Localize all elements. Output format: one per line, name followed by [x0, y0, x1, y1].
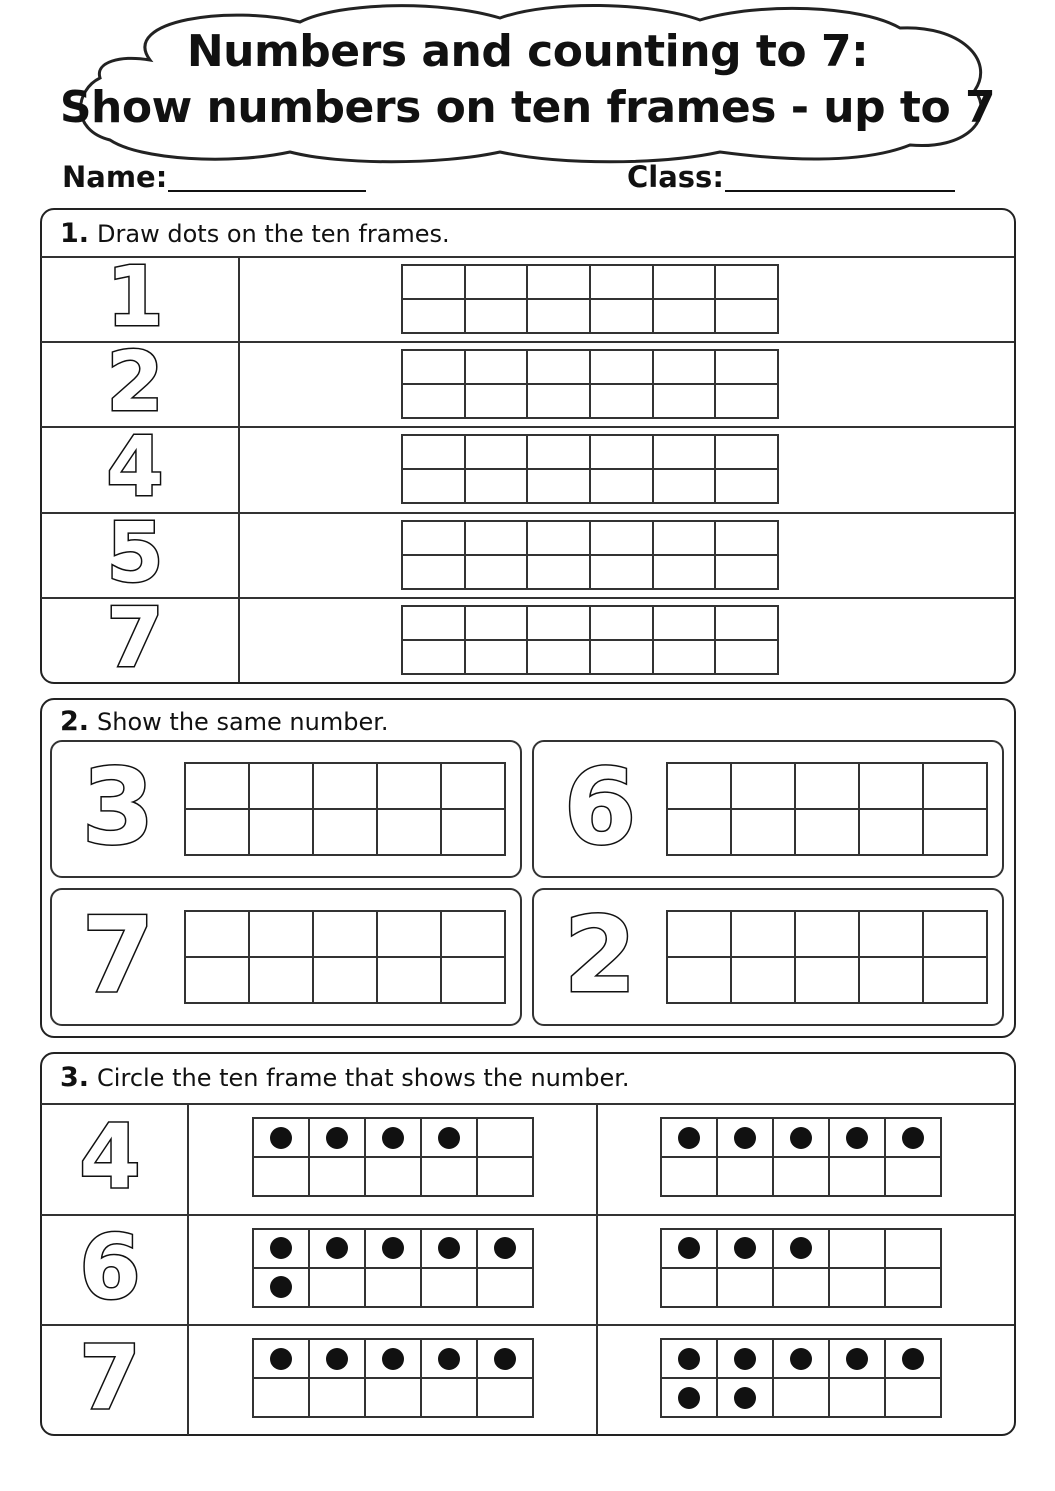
counter-dot — [438, 1348, 460, 1370]
frame-cell[interactable] — [716, 266, 779, 300]
counter-dot — [846, 1348, 868, 1370]
frame-cell[interactable] — [732, 958, 796, 1004]
frame-cell[interactable] — [774, 1340, 830, 1379]
frame-cell[interactable] — [718, 1379, 774, 1418]
frame-cell[interactable] — [314, 810, 378, 856]
frame-cell[interactable] — [654, 470, 717, 504]
section-3-column-divider — [187, 1103, 189, 1435]
frame-cell[interactable] — [591, 385, 654, 419]
frame-cell[interactable] — [466, 266, 529, 300]
section-3-instruction: Circle the ten frame that shows the number. — [97, 1064, 630, 1092]
frame-cell[interactable] — [668, 810, 732, 856]
frame-cell[interactable] — [591, 436, 654, 470]
class-label: Class: — [627, 160, 724, 194]
counter-dot — [438, 1237, 460, 1259]
frame-cell[interactable] — [860, 912, 924, 958]
frame-cell[interactable] — [830, 1379, 886, 1418]
frame-cell[interactable] — [403, 351, 466, 385]
frame-cell[interactable] — [254, 1119, 310, 1158]
option-ten-frame[interactable] — [660, 1117, 942, 1197]
frame-cell[interactable] — [662, 1379, 718, 1418]
frame-cell[interactable] — [466, 607, 529, 641]
frame-cell[interactable] — [718, 1269, 774, 1308]
counter-dot — [734, 1237, 756, 1259]
ten-frame[interactable] — [401, 434, 779, 504]
box-numeral: 6 — [563, 746, 637, 868]
frame-cell[interactable] — [403, 522, 466, 556]
ten-frame[interactable] — [401, 605, 779, 675]
frame-cell[interactable] — [478, 1119, 534, 1158]
frame-cell[interactable] — [716, 607, 779, 641]
frame-cell[interactable] — [186, 764, 250, 810]
frame-cell[interactable] — [591, 607, 654, 641]
section-2-number: 2. — [60, 706, 90, 737]
frame-cell[interactable] — [466, 385, 529, 419]
counter-dot — [678, 1348, 700, 1370]
frame-cell[interactable] — [774, 1119, 830, 1158]
row-numeral: 1 — [106, 250, 164, 345]
ten-frame[interactable] — [184, 910, 506, 1004]
frame-cell[interactable] — [528, 522, 591, 556]
frame-cell[interactable] — [796, 810, 860, 856]
counter-dot — [438, 1127, 460, 1149]
frame-cell[interactable] — [250, 764, 314, 810]
frame-cell[interactable] — [250, 912, 314, 958]
frame-cell[interactable] — [310, 1340, 366, 1379]
frame-cell[interactable] — [662, 1230, 718, 1269]
counter-dot — [734, 1348, 756, 1370]
frame-cell[interactable] — [886, 1269, 942, 1308]
counter-dot — [326, 1348, 348, 1370]
frame-cell[interactable] — [591, 266, 654, 300]
frame-cell[interactable] — [378, 810, 442, 856]
counter-dot — [382, 1237, 404, 1259]
frame-cell[interactable] — [403, 607, 466, 641]
frame-cell[interactable] — [442, 958, 506, 1004]
frame-cell[interactable] — [366, 1119, 422, 1158]
frame-cell[interactable] — [250, 958, 314, 1004]
frame-cell[interactable] — [466, 351, 529, 385]
frame-cell[interactable] — [774, 1158, 830, 1197]
section-1-column-divider — [238, 256, 240, 682]
frame-cell[interactable] — [662, 1269, 718, 1308]
frame-cell[interactable] — [403, 641, 466, 675]
counter-dot — [494, 1237, 516, 1259]
frame-cell[interactable] — [668, 764, 732, 810]
counter-dot — [902, 1348, 924, 1370]
counter-dot — [382, 1127, 404, 1149]
section-3-heading — [60, 1062, 630, 1093]
frame-cell[interactable] — [886, 1379, 942, 1418]
frame-cell[interactable] — [442, 810, 506, 856]
box-numeral: 7 — [81, 894, 155, 1016]
frame-cell[interactable] — [478, 1269, 534, 1308]
frame-cell[interactable] — [716, 300, 779, 334]
frame-cell[interactable] — [654, 266, 717, 300]
frame-cell[interactable] — [250, 810, 314, 856]
frame-cell[interactable] — [466, 522, 529, 556]
frame-cell[interactable] — [422, 1269, 478, 1308]
frame-cell[interactable] — [366, 1269, 422, 1308]
row-numeral: 7 — [79, 1326, 141, 1429]
frame-cell[interactable] — [442, 912, 506, 958]
frame-cell[interactable] — [422, 1379, 478, 1418]
row-numeral: 5 — [106, 505, 164, 601]
section-1-number: 1. — [60, 218, 90, 249]
frame-cell[interactable] — [654, 556, 717, 590]
box-numeral: 3 — [81, 746, 155, 868]
counter-dot — [678, 1237, 700, 1259]
frame-cell[interactable] — [591, 470, 654, 504]
frame-cell[interactable] — [378, 958, 442, 1004]
frame-cell[interactable] — [716, 351, 779, 385]
frame-cell[interactable] — [662, 1158, 718, 1197]
counter-dot — [902, 1127, 924, 1149]
ten-frame[interactable] — [666, 910, 988, 1004]
frame-cell[interactable] — [254, 1340, 310, 1379]
counter-dot — [270, 1276, 292, 1298]
class-field[interactable] — [725, 190, 955, 192]
frame-cell[interactable] — [886, 1340, 942, 1379]
section-3-number: 3. — [60, 1062, 90, 1093]
counter-dot — [382, 1348, 404, 1370]
counter-dot — [270, 1237, 292, 1259]
section-3-option-divider — [596, 1103, 598, 1435]
frame-cell[interactable] — [591, 522, 654, 556]
frame-cell[interactable] — [403, 266, 466, 300]
frame-cell[interactable] — [654, 385, 717, 419]
frame-cell[interactable] — [528, 266, 591, 300]
counter-dot — [846, 1127, 868, 1149]
frame-cell[interactable] — [860, 810, 924, 856]
frame-cell[interactable] — [830, 1269, 886, 1308]
frame-cell[interactable] — [186, 810, 250, 856]
frame-cell[interactable] — [254, 1158, 310, 1197]
frame-cell[interactable] — [886, 1230, 942, 1269]
frame-cell[interactable] — [716, 522, 779, 556]
frame-cell[interactable] — [186, 912, 250, 958]
frame-cell[interactable] — [478, 1379, 534, 1418]
frame-cell[interactable] — [422, 1119, 478, 1158]
counter-dot — [326, 1127, 348, 1149]
option-ten-frame[interactable] — [660, 1228, 942, 1308]
frame-cell[interactable] — [403, 436, 466, 470]
ten-frame[interactable] — [666, 762, 988, 856]
row-divider — [41, 1214, 1014, 1216]
frame-cell[interactable] — [403, 556, 466, 590]
counter-dot — [270, 1348, 292, 1370]
option-ten-frame[interactable] — [252, 1338, 534, 1418]
counter-dot — [790, 1127, 812, 1149]
frame-cell[interactable] — [718, 1340, 774, 1379]
frame-cell[interactable] — [466, 470, 529, 504]
frame-cell[interactable] — [591, 641, 654, 675]
frame-cell[interactable] — [366, 1158, 422, 1197]
frame-cell[interactable] — [528, 556, 591, 590]
row-numeral: 2 — [106, 335, 164, 431]
frame-cell[interactable] — [732, 764, 796, 810]
frame-cell[interactable] — [662, 1340, 718, 1379]
counter-dot — [678, 1127, 700, 1149]
frame-cell[interactable] — [796, 912, 860, 958]
frame-cell[interactable] — [774, 1230, 830, 1269]
frame-cell[interactable] — [528, 351, 591, 385]
frame-cell[interactable] — [591, 556, 654, 590]
frame-cell[interactable] — [528, 436, 591, 470]
frame-cell[interactable] — [718, 1119, 774, 1158]
frame-cell[interactable] — [528, 385, 591, 419]
ten-frame[interactable] — [401, 520, 779, 590]
frame-cell[interactable] — [366, 1340, 422, 1379]
frame-cell[interactable] — [860, 764, 924, 810]
frame-cell[interactable] — [254, 1269, 310, 1308]
frame-cell[interactable] — [403, 300, 466, 334]
frame-cell[interactable] — [422, 1158, 478, 1197]
frame-cell[interactable] — [654, 351, 717, 385]
frame-cell[interactable] — [442, 764, 506, 810]
frame-cell[interactable] — [886, 1158, 942, 1197]
box-numeral: 2 — [563, 894, 637, 1016]
frame-cell[interactable] — [422, 1230, 478, 1269]
ten-frame[interactable] — [401, 264, 779, 334]
section-1-heading — [60, 218, 450, 249]
ten-frame[interactable] — [401, 349, 779, 419]
frame-cell[interactable] — [774, 1269, 830, 1308]
row-numeral: 6 — [79, 1215, 141, 1319]
frame-cell[interactable] — [310, 1119, 366, 1158]
frame-cell[interactable] — [254, 1230, 310, 1269]
frame-cell[interactable] — [796, 958, 860, 1004]
frame-cell[interactable] — [732, 912, 796, 958]
frame-cell[interactable] — [310, 1158, 366, 1197]
frame-cell[interactable] — [924, 810, 988, 856]
frame-cell[interactable] — [716, 470, 779, 504]
frame-cell[interactable] — [366, 1230, 422, 1269]
frame-cell[interactable] — [924, 958, 988, 1004]
section-1-instruction: Draw dots on the ten frames. — [97, 220, 450, 248]
frame-cell[interactable] — [591, 300, 654, 334]
name-field[interactable] — [168, 190, 366, 192]
frame-cell[interactable] — [662, 1119, 718, 1158]
frame-cell[interactable] — [466, 436, 529, 470]
counter-dot — [790, 1237, 812, 1259]
option-ten-frame[interactable] — [660, 1338, 942, 1418]
frame-cell[interactable] — [716, 436, 779, 470]
option-ten-frame[interactable] — [252, 1228, 534, 1308]
frame-cell[interactable] — [796, 764, 860, 810]
frame-cell[interactable] — [716, 641, 779, 675]
row-numeral: 7 — [106, 590, 164, 686]
frame-cell[interactable] — [310, 1230, 366, 1269]
frame-cell[interactable] — [378, 764, 442, 810]
name-label: Name: — [62, 160, 168, 194]
section-2-heading — [60, 706, 389, 737]
frame-cell[interactable] — [466, 641, 529, 675]
counter-dot — [734, 1127, 756, 1149]
row-divider — [41, 1324, 1014, 1326]
frame-cell[interactable] — [478, 1340, 534, 1379]
frame-cell[interactable] — [314, 764, 378, 810]
counter-dot — [790, 1348, 812, 1370]
counter-dot — [326, 1237, 348, 1259]
frame-cell[interactable] — [528, 607, 591, 641]
frame-cell[interactable] — [254, 1379, 310, 1418]
counter-dot — [270, 1127, 292, 1149]
frame-cell[interactable] — [654, 436, 717, 470]
frame-cell[interactable] — [716, 385, 779, 419]
counter-dot — [494, 1348, 516, 1370]
frame-cell[interactable] — [422, 1340, 478, 1379]
frame-cell[interactable] — [310, 1379, 366, 1418]
frame-cell[interactable] — [528, 641, 591, 675]
frame-cell[interactable] — [478, 1230, 534, 1269]
frame-cell[interactable] — [654, 641, 717, 675]
option-ten-frame[interactable] — [252, 1117, 534, 1197]
frame-cell[interactable] — [366, 1379, 422, 1418]
frame-cell[interactable] — [528, 300, 591, 334]
page-title-line1: Numbers and counting to 7: — [186, 26, 869, 77]
frame-cell[interactable] — [668, 958, 732, 1004]
frame-cell[interactable] — [403, 385, 466, 419]
frame-cell[interactable] — [310, 1269, 366, 1308]
frame-cell[interactable] — [830, 1230, 886, 1269]
frame-cell[interactable] — [830, 1119, 886, 1158]
frame-cell[interactable] — [924, 912, 988, 958]
counter-dot — [678, 1387, 700, 1409]
frame-cell[interactable] — [886, 1119, 942, 1158]
row-numeral: 4 — [106, 420, 164, 516]
frame-cell[interactable] — [403, 470, 466, 504]
frame-cell[interactable] — [466, 556, 529, 590]
frame-cell[interactable] — [314, 958, 378, 1004]
frame-cell[interactable] — [732, 810, 796, 856]
section-2-instruction: Show the same number. — [97, 708, 389, 736]
ten-frame[interactable] — [184, 762, 506, 856]
frame-cell[interactable] — [718, 1158, 774, 1197]
frame-cell[interactable] — [654, 300, 717, 334]
frame-cell[interactable] — [478, 1158, 534, 1197]
frame-cell[interactable] — [716, 556, 779, 590]
frame-cell[interactable] — [528, 470, 591, 504]
counter-dot — [734, 1387, 756, 1409]
frame-cell[interactable] — [860, 958, 924, 1004]
frame-cell[interactable] — [718, 1230, 774, 1269]
frame-cell[interactable] — [830, 1158, 886, 1197]
page-title-line2: Show numbers on ten frames - up to 7 — [59, 82, 996, 133]
frame-cell[interactable] — [830, 1340, 886, 1379]
frame-cell[interactable] — [466, 300, 529, 334]
frame-cell[interactable] — [774, 1379, 830, 1418]
row-numeral: 4 — [79, 1105, 141, 1208]
frame-cell[interactable] — [591, 351, 654, 385]
frame-cell[interactable] — [314, 912, 378, 958]
frame-cell[interactable] — [654, 607, 717, 641]
frame-cell[interactable] — [654, 522, 717, 556]
frame-cell[interactable] — [668, 912, 732, 958]
frame-cell[interactable] — [924, 764, 988, 810]
frame-cell[interactable] — [378, 912, 442, 958]
frame-cell[interactable] — [186, 958, 250, 1004]
